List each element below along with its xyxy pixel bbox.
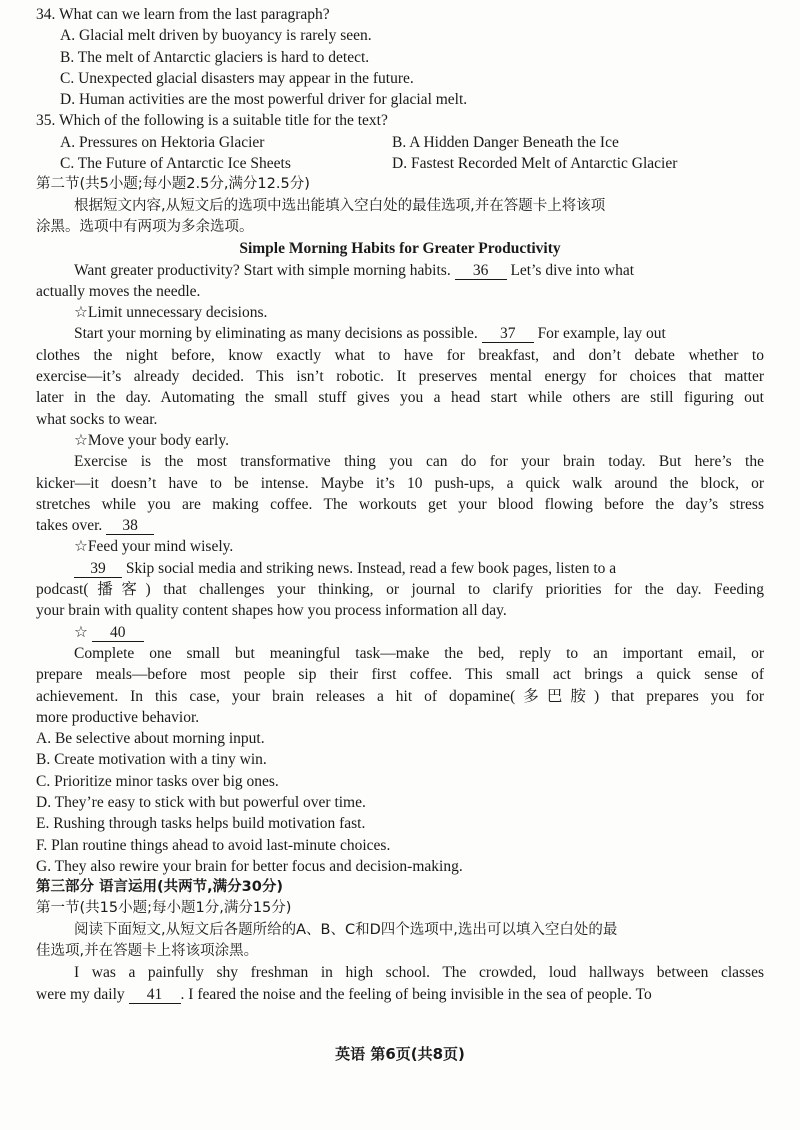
- q34-option-c: C. Unexpected glacial disasters may appear in the future.: [60, 69, 414, 87]
- q35-options-row-1: [36, 132, 764, 153]
- passage-p3-line4: [36, 515, 764, 536]
- passage-p5-line1: Complete one small but meaningful task—make the bed, reply to an important email, or: [74, 644, 764, 662]
- part3-instruction-2: 佳选项,并在答题卡上将该项涂黑。: [36, 943, 259, 960]
- q34-option-b: B. The melt of Antarctic glaciers is hard to detect.: [60, 48, 370, 66]
- passage-text: Skip social media and striking news. Instead, read a few book pages, listen to a: [125, 559, 617, 577]
- subheading-feed-mind: ☆Feed your mind wisely.: [74, 538, 234, 556]
- passage-text: Let’s dive into what: [510, 261, 634, 279]
- option-b: B. Create motivation with a tiny win.: [36, 751, 267, 769]
- cloze-line1: I was a painfully shy freshman in high school. The crowded, loud hallways between classes: [74, 964, 764, 982]
- blank-36: 36: [455, 262, 507, 280]
- passage-text: Want greater productivity? Start with simple morning habits.: [74, 261, 451, 279]
- q34-option-a: A. Glacial melt driven by buoyancy is rarely seen.: [60, 27, 372, 45]
- cloze-line2: [36, 984, 764, 1005]
- subheading-move-body: ☆Move your body early.: [74, 431, 229, 449]
- blank-37: 37: [482, 325, 534, 343]
- passage-title: Simple Morning Habits for Greater Productivity: [239, 240, 561, 258]
- subheading-limit-decisions: ☆Limit unnecessary decisions.: [74, 304, 268, 322]
- part3-subheading: 第一节(共15小题;每小题1分,满分15分): [36, 900, 292, 917]
- passage-p5-line4: more productive behavior.: [36, 708, 200, 726]
- section2-instruction-1: 根据短文内容,从短文后的选项中选出能填入空白处的最佳选项,并在答题卡上将该项: [74, 197, 606, 214]
- passage-text: . I feared the noise and the feeling of being invisible in the sea of people. To: [180, 985, 652, 1003]
- option-d: D. They’re easy to stick with but powerful over time.: [36, 793, 366, 811]
- passage-p5-line2: prepare meals—before most people sip their first coffee. This small act brings a quick sense of: [36, 666, 764, 684]
- passage-p2-line5: what socks to wear.: [36, 410, 158, 428]
- q35-option-c: C. The Future of Antarctic Ice Sheets: [60, 155, 291, 173]
- passage-p1-line1: [36, 260, 764, 281]
- option-g: G. They also rewire your brain for better focus and decision-making.: [36, 857, 463, 875]
- q34-option-d: D. Human activities are the most powerful driver for glacial melt.: [60, 91, 468, 109]
- q35-stem: 35. Which of the following is a suitable title for the text?: [36, 112, 388, 130]
- part3-instruction-1: 阅读下面短文,从短文后各题所给的A、B、C和D四个选项中,选出可以填入空白处的最: [74, 921, 618, 938]
- star-icon: ☆: [74, 623, 88, 641]
- q35-option-b: B. A Hidden Danger Beneath the Ice: [392, 133, 619, 151]
- option-f: F. Plan routine things ahead to avoid last-minute choices.: [36, 836, 391, 854]
- option-c: C. Prioritize minor tasks over big ones.: [36, 772, 279, 790]
- part3-heading: 第三部分 语言运用(共两节,满分30分): [36, 879, 283, 896]
- passage-p3-line3: stretches while you are making coffee. The workouts get your blood flowing before the day’s stress: [36, 495, 764, 513]
- passage-p3-line2: kicker—it doesn’t have to be intense. Maybe it’s 10 push-ups, a quick walk around the block, or: [36, 474, 764, 492]
- blank-40: 40: [92, 624, 144, 642]
- passage-p4-line1: [36, 558, 764, 579]
- page-footer: 英语 第6页(共8页): [335, 1045, 465, 1063]
- q35-option-d: D. Fastest Recorded Melt of Antarctic Glacier: [392, 155, 678, 173]
- passage-p2-line4: later in the day. Automating the small stuff gives you a head start while others are still figuring out: [36, 389, 764, 407]
- section2-heading: 第二节(共5小题;每小题2.5分,满分12.5分): [36, 176, 310, 193]
- blank-39: 39: [74, 560, 122, 578]
- passage-p1-line2: actually moves the needle.: [36, 282, 201, 300]
- passage-p2-line1: [36, 323, 764, 344]
- passage-text: were my daily: [36, 985, 125, 1003]
- blank-38: 38: [106, 517, 154, 535]
- subheading-blank-40: [36, 622, 764, 643]
- passage-text: Start your morning by eliminating as many decisions as possible.: [74, 325, 478, 343]
- section2-instruction-2: 涂黑。选项中有两项为多余选项。: [36, 218, 254, 235]
- passage-p4-line3: your brain with quality content shapes how you process information all day.: [36, 602, 507, 620]
- passage-text: takes over.: [36, 517, 103, 535]
- passage-text: For example, lay out: [537, 325, 666, 343]
- q34-stem: 34. What can we learn from the last paragraph?: [36, 6, 330, 23]
- passage-p4-line2: podcast(播客) that challenges your thinking, or journal to clarify priorities for the day. Feeding: [36, 581, 764, 599]
- passage-p2-line3: exercise—it’s already decided. This isn’t robotic. It preserves mental energy for choices that matter: [36, 368, 764, 386]
- q35-option-a: A. Pressures on Hektoria Glacier: [60, 133, 265, 151]
- q35-options-row-2: [36, 153, 764, 174]
- passage-p2-line2: clothes the night before, know exactly what to have for breakfast, and don’t debate whether to: [36, 346, 764, 364]
- option-a: A. Be selective about morning input.: [36, 730, 265, 748]
- blank-41: 41: [129, 986, 181, 1004]
- passage-p5-line3: achievement. In this case, your brain releases a hit of dopamine(多巴胺) that prepares you for: [36, 687, 764, 705]
- passage-p3-line1: Exercise is the most transformative thing you can do for your brain today. But here’s the: [74, 453, 764, 471]
- option-e: E. Rushing through tasks helps build motivation fast.: [36, 815, 366, 833]
